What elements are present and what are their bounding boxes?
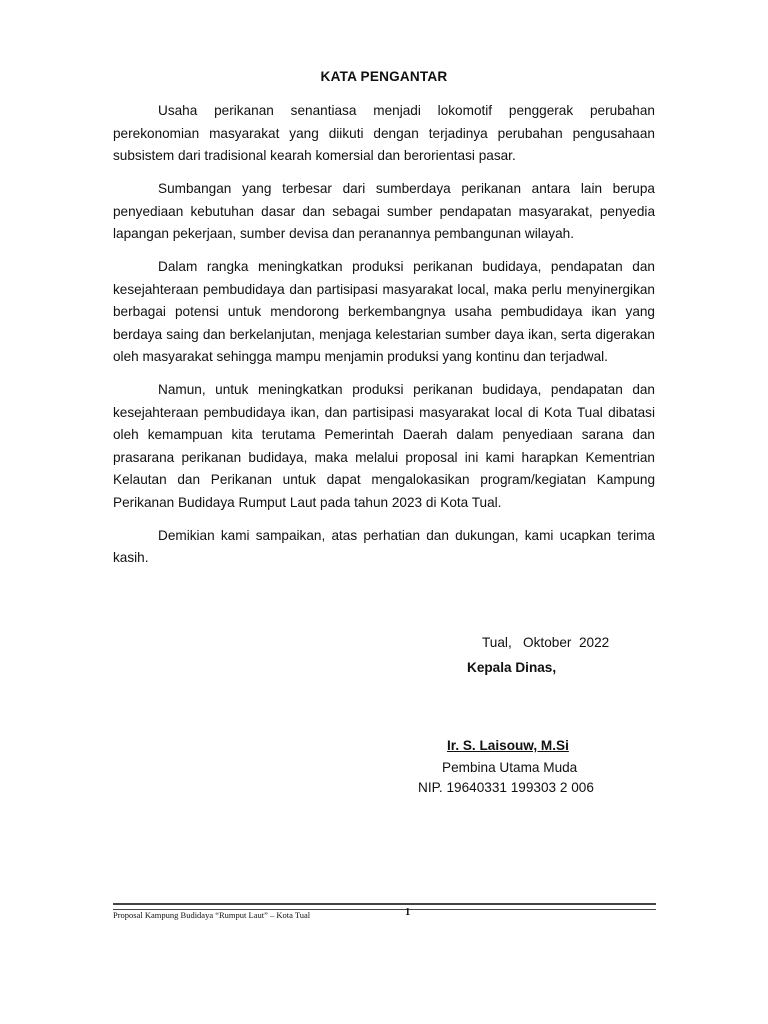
signatory-rank: Pembina Utama Muda (442, 760, 578, 775)
paragraph: Demikian kami sampaikan, atas perhatian dan dukungan, kami ucapkan terima kasih. (113, 527, 655, 565)
signatory-name: Ir. S. Laisouw, M.Si (447, 738, 569, 753)
footer-text: Proposal Kampung Budidaya “Rumput Laut” – Kota Tual (113, 910, 311, 920)
footer-divider (113, 903, 656, 910)
paragraph: Sumbangan yang terbesar dari sumberdaya perikanan antara lain berupa penyediaan kebutuhan dasar dan sebagai sumber pendapatan masyarakat, penyedia lapangan pekerjaan, sumber devisa dan peranannya pembangunan wilayah. (113, 181, 655, 241)
page-number: 1 (405, 907, 411, 918)
page-title: KATA PENGANTAR (320, 69, 448, 84)
body-text (113, 100, 655, 580)
place-date: Tual, Oktober 2022 (482, 635, 610, 650)
signatory-nip: NIP. 19640331 199303 2 006 (418, 780, 594, 795)
paragraph: Dalam rangka meningkatkan produksi perikanan budidaya, pendapatan dan kesejahteraan pembudidaya dan partisipasi masyarakat local, maka perlu menyinergikan berbagai potensi untuk mendorong berkembangnya usaha pembudidaya ikan yang berdaya saing dan berkelanjutan, menjaga kelestarian sumber daya ikan, serta digerakan oleh masyarakat sehingga mampu menjamin produksi yang kontinu dan terjadwal. (113, 259, 655, 364)
paragraph: Namun, untuk meningkatkan produksi perikanan budidaya, pendapatan dan kesejahteraan pembudidaya ikan, dan partisipasi masyarakat local di Kota Tual dibatasi oleh kemampuan kita terutama Pemerintah Daerah dalam penyediaan sarana dan prasarana perikanan budidaya, maka melalui proposal ini kami harapkan Kementrian Kelautan dan Perikanan untuk dapat mengalokasikan program/kegiatan Kampung Perikanan Budidaya Rumput Laut pada tahun 2023 di Kota Tual. (113, 382, 655, 510)
signatory-title: Kepala Dinas, (467, 660, 557, 675)
paragraph: Usaha perikanan senantiasa menjadi lokomotif penggerak perubahan perekonomian masyarakat yang diikuti dengan terjadinya perubahan pengusahaan subsistem dari tradisional kearah komersial dan berorientasi pasar. (113, 103, 655, 163)
